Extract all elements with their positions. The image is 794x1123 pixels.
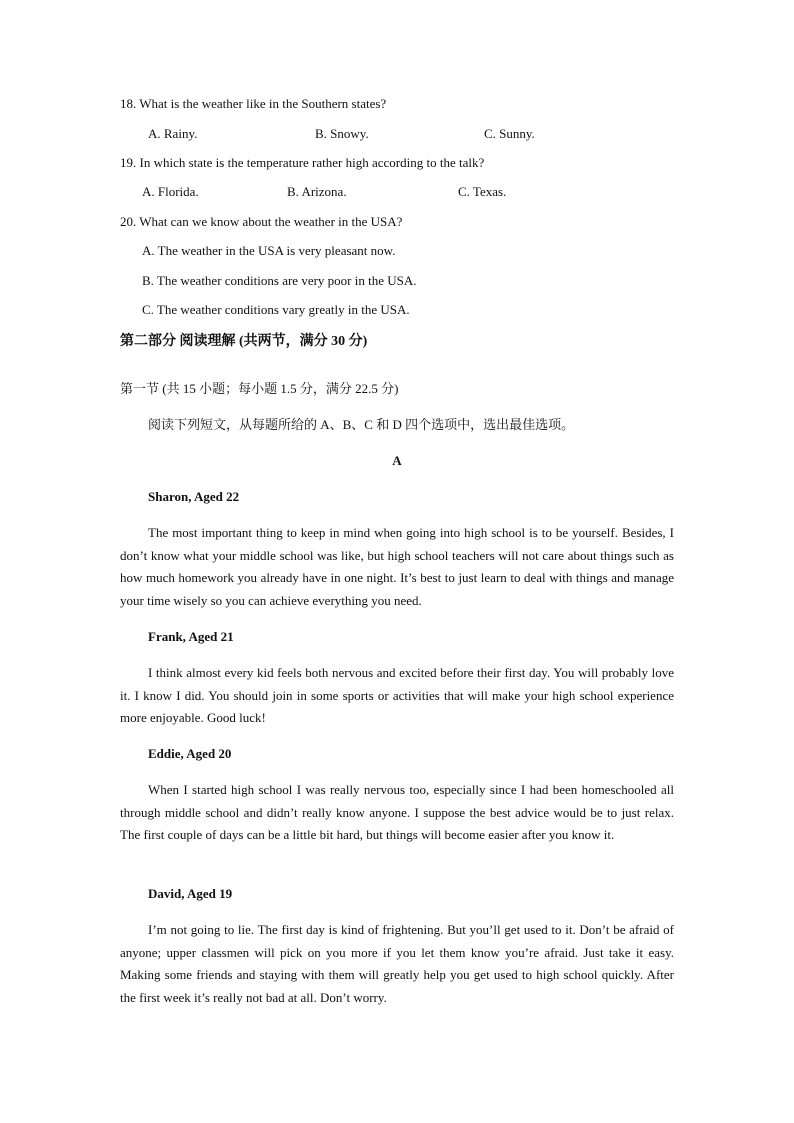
- question-19: 19. In which state is the temperature rather high according to the talk?: [120, 155, 485, 170]
- part2-title: 第二部分 阅读理解 (共两节，满分 30 分): [120, 334, 368, 349]
- q18-option-a: A. Rainy.: [148, 126, 198, 141]
- q18-option-c: C. Sunny.: [484, 126, 535, 141]
- entry-text-frank: I think almost every kid feels both nervous and excited before their first day. You will probably love it. I know I did. You should join in some sports or activities that will make your high school experience more enjoyable. Good luck!: [120, 665, 674, 726]
- entry-name-sharon: Sharon, Aged 22: [148, 489, 240, 504]
- question-18: 18. What is the weather like in the Southern states?: [120, 96, 387, 111]
- q20-option-a: A. The weather in the USA is very pleasant now.: [142, 243, 396, 258]
- entry-text-eddie: When I started high school I was really nervous too, especially since I had been homeschooled all through middle school and didn’t really know anyone. I suppose the best advice would be to just relax. The first couple of days can be a little bit hard, but things will become easier after you know it.: [120, 782, 674, 843]
- q20-option-b: B. The weather conditions are very poor in the USA.: [142, 273, 417, 288]
- reading-instruction: 阅读下列短文，从每题所给的 A、B、C 和 D 四个选项中，选出最佳选项。: [148, 417, 575, 432]
- entry-name-david: David, Aged 19: [148, 886, 233, 901]
- passage-label: A: [392, 453, 402, 468]
- q19-option-a: A. Florida.: [142, 184, 199, 199]
- q18-option-b: B. Snowy.: [315, 126, 369, 141]
- entry-text-david: I’m not going to lie. The first day is kind of frightening. But you’ll get used to it. Don’t be afraid of anyone; upper classmen will pick on you more if you let them know you’re afraid. Just take it easy. Making some friends and staying with them will greatly help you get used to high school quickly. After the first week it’s really not bad at all. Don’t worry.: [120, 922, 674, 1006]
- entry-name-eddie: Eddie, Aged 20: [148, 746, 232, 761]
- entry-text-sharon: The most important thing to keep in mind when going into high school is to be yourself. Besides, I don’t know what your middle school was like, but high school teachers will not care about things such as how much homework you already have in one night. It’s best to just learn to deal with things and manage your time wisely so you can achieve everything you need.: [120, 525, 674, 609]
- q19-option-c: C. Texas.: [458, 184, 507, 199]
- question-20: 20. What can we know about the weather in the USA?: [120, 214, 403, 229]
- section1-title: 第一节 (共 15 小题；每小题 1.5 分，满分 22.5 分): [120, 381, 399, 396]
- entry-name-frank: Frank, Aged 21: [148, 629, 234, 644]
- q19-option-b: B. Arizona.: [287, 184, 347, 199]
- q20-option-c: C. The weather conditions vary greatly in the USA.: [142, 302, 410, 317]
